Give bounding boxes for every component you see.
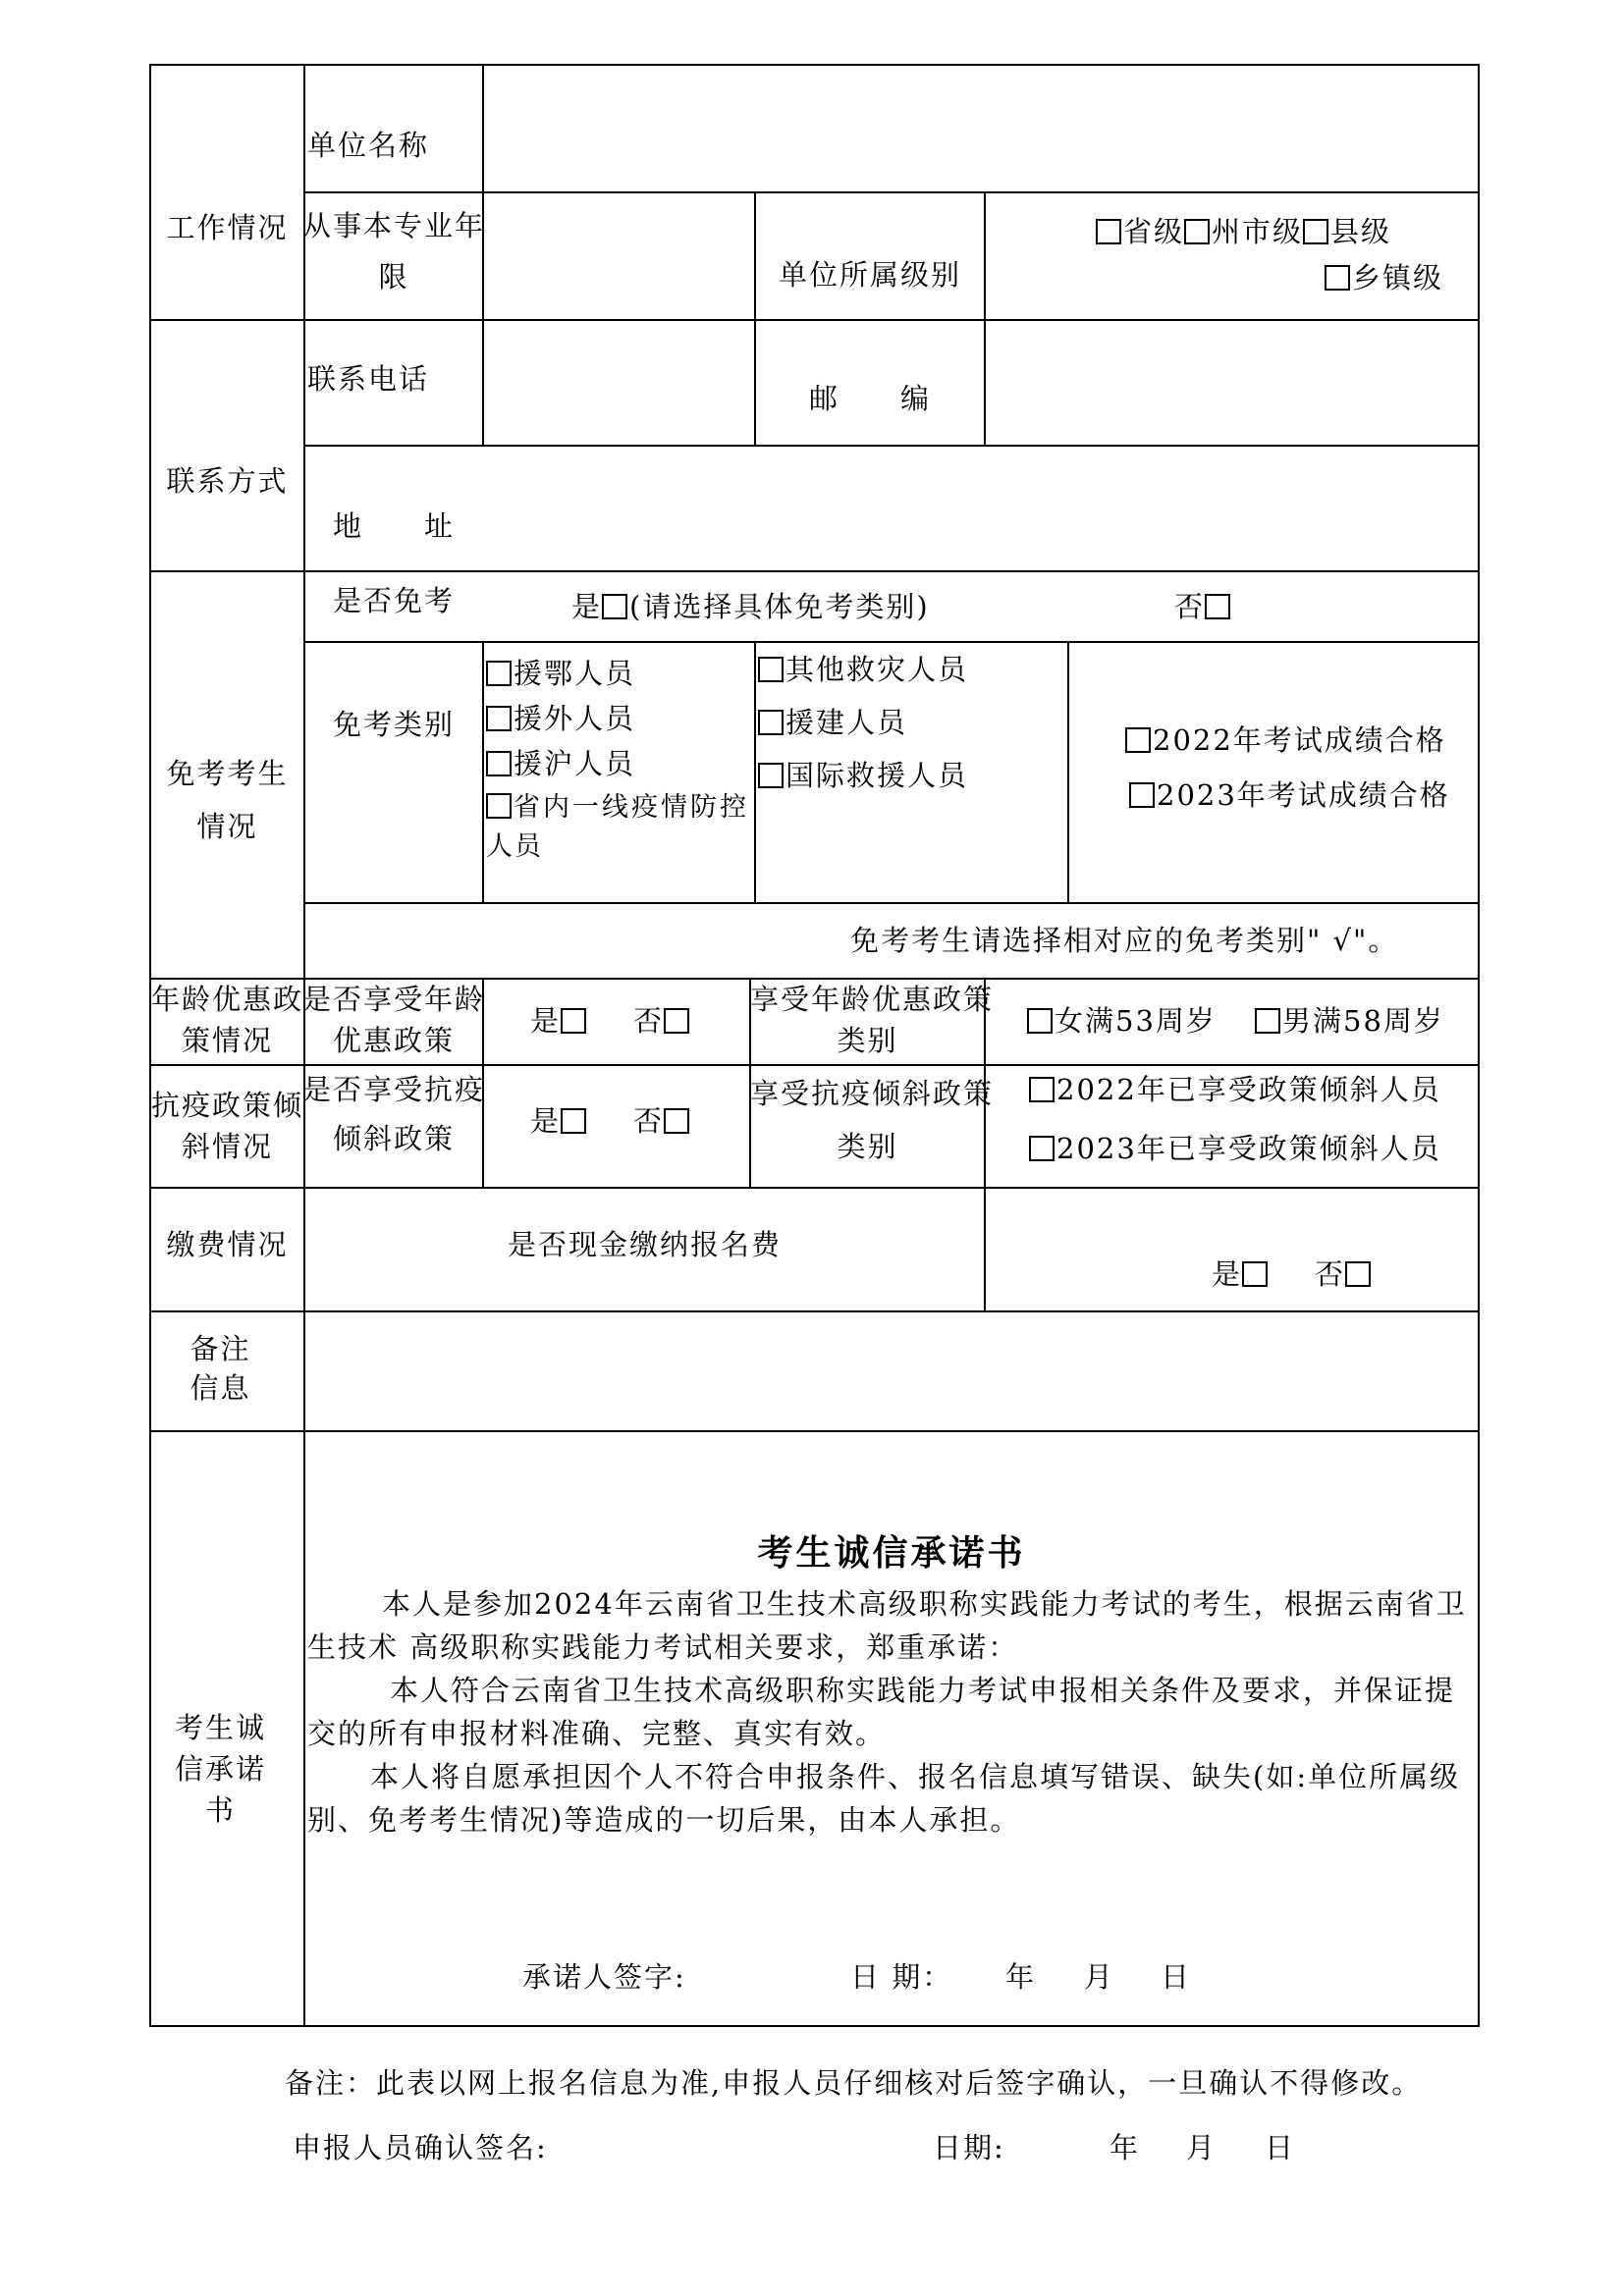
- pledge-year: 年: [1005, 1960, 1037, 1994]
- exempt-cat-hubei: [486, 656, 635, 691]
- exempt-cat-foreign-label: 援外人员: [514, 702, 636, 735]
- footer-month: 月: [1186, 2131, 1218, 2164]
- checkbox-disaster[interactable]: [758, 657, 784, 682]
- exempt-cat-foreign: [486, 701, 635, 736]
- checkbox-exam-2022[interactable]: [1125, 727, 1151, 753]
- age-type-line2: 类别: [837, 1024, 898, 1057]
- section-remark-label-line2: 信息: [189, 1371, 251, 1405]
- checkbox-exam-2023[interactable]: [1129, 782, 1155, 808]
- checkbox-exempt-yes[interactable]: [602, 594, 627, 619]
- exempt-cat-shanghai: [486, 746, 635, 781]
- epidemic-type-line2: 类别: [837, 1130, 898, 1163]
- pledge-title: 考生诚信承诺书: [757, 1533, 1026, 1574]
- section-age-label-line2: 策情况: [181, 1024, 273, 1057]
- checkbox-shanghai[interactable]: [486, 751, 512, 776]
- age-no-label: 否: [633, 1004, 665, 1038]
- unit-name-label: 单位名称: [307, 129, 430, 162]
- checkbox-female-53[interactable]: [1027, 1008, 1053, 1034]
- epidemic-yes-no-options: [530, 1103, 691, 1139]
- exempt-yes-hint: (请选择具体免考类别): [629, 590, 930, 623]
- exempt-yes-option: [571, 589, 930, 624]
- age-question-line2: 优惠政策: [332, 1024, 455, 1057]
- exempt-category-label: 免考类别: [332, 708, 455, 741]
- option-provincial: 省级: [1123, 215, 1185, 248]
- checkbox-frontline[interactable]: [486, 793, 512, 819]
- exempt-cat-2022: [1125, 722, 1446, 758]
- age-opt-male: [1255, 1003, 1444, 1039]
- address-label: 地 址: [332, 509, 455, 543]
- fee-question: 是否现金缴纳报名费: [507, 1228, 782, 1261]
- epidemic-type-line1: 享受抗疫倾斜政策: [750, 1077, 995, 1110]
- section-age-label-line1: 年龄优惠政: [150, 983, 303, 1016]
- pledge-month: 月: [1084, 1960, 1115, 1994]
- age-opt-female-label: 女满53周岁: [1055, 1004, 1217, 1038]
- section-pledge-label-line3: 书: [204, 1793, 236, 1827]
- pledge-paragraph-3: 本人将自愿承担因个人不符合申报条件、报名信息填写错误、缺失(如:单位所属级别、免考考生情况)等造成的一切后果，由本人承担。: [307, 1760, 1461, 1837]
- option-prefecture: 州市级: [1212, 215, 1304, 248]
- exempt-cat-construction: [758, 705, 907, 740]
- age-opt-male-label: 男满58周岁: [1282, 1004, 1444, 1038]
- fee-no-label: 否: [1315, 1257, 1346, 1291]
- pledge-sign-label: 承诺人签字:: [522, 1960, 686, 1994]
- section-work-label: 工作情况: [166, 211, 289, 244]
- section-fee-label: 缴费情况: [166, 1228, 289, 1261]
- exempt-yes-label: 是: [571, 590, 603, 623]
- pledge-paragraph-1: 本人是参加2024年云南省卫生技术高级职称实践能力考试的考生，根据云南省卫生技术 高级职称实践能力考试相关要求，郑重承诺：: [307, 1587, 1467, 1664]
- pledge-body: [307, 1582, 1472, 1842]
- checkbox-county[interactable]: [1303, 219, 1328, 244]
- exempt-cat-construction-label: 援建人员: [785, 706, 908, 739]
- exempt-cat-disaster-label: 其他救灾人员: [785, 653, 969, 686]
- epidemic-opt-2022: [1029, 1072, 1441, 1107]
- exempt-cat-2022-label: 2022年考试成绩合格: [1153, 723, 1446, 757]
- years-label-line2: 限: [378, 260, 409, 294]
- exempt-cat-disaster: [758, 652, 968, 687]
- exempt-no-option: [1174, 589, 1232, 624]
- checkbox-epidemic-yes[interactable]: [561, 1108, 586, 1134]
- fee-yes-label: 是: [1212, 1257, 1243, 1291]
- checkbox-fee-no[interactable]: [1345, 1261, 1371, 1287]
- exempt-cat-frontline: [486, 791, 749, 825]
- pledge-date-label: 日 期：: [850, 1960, 953, 1994]
- exempt-cat-frontline-label-1: 省内一线疫情防控: [514, 792, 749, 823]
- section-pledge-label-line2: 信承诺: [174, 1752, 266, 1786]
- checkbox-policy-2023[interactable]: [1029, 1136, 1055, 1161]
- pledge-day: 日: [1161, 1960, 1192, 1994]
- exempt-no-label: 否: [1174, 590, 1206, 623]
- exempt-cat-international-label: 国际救援人员: [785, 759, 969, 792]
- checkbox-international[interactable]: [758, 763, 784, 788]
- epidemic-opt-2022-label: 2022年已享受政策倾斜人员: [1056, 1073, 1441, 1106]
- option-county: 县级: [1330, 215, 1392, 248]
- age-yes-label: 是: [530, 1004, 562, 1038]
- pledge-paragraph-2: 本人符合云南省卫生技术高级职称实践能力考试申报相关条件及要求，并保证提交的所有申报材料准确、完整、真实有效。: [307, 1674, 1456, 1750]
- age-question-line1: 是否享受年龄: [301, 983, 485, 1016]
- section-pledge-label-line1: 考生诚: [174, 1711, 266, 1744]
- checkbox-exempt-no[interactable]: [1205, 594, 1230, 619]
- checkbox-hubei[interactable]: [486, 661, 512, 686]
- section-exempt-label-line2: 情况: [196, 810, 258, 843]
- section-contact-label: 联系方式: [166, 464, 289, 498]
- epidemic-opt-2023-label: 2023年已享受政策倾斜人员: [1056, 1132, 1441, 1165]
- is-exempt-label: 是否免考: [332, 584, 455, 617]
- epidemic-question-line1: 是否享受抗疫: [301, 1073, 485, 1106]
- footer-sign-label: 申报人员确认签名:: [293, 2131, 548, 2164]
- epidemic-no-label: 否: [633, 1104, 665, 1138]
- unit-level-label: 单位所属级别: [778, 258, 961, 292]
- section-remark-label-line1: 备注: [189, 1332, 251, 1365]
- exempt-note: 免考考生请选择相对应的免考类别" √"。: [850, 924, 1399, 957]
- section-exempt-label-line1: 免考考生: [166, 757, 289, 790]
- checkbox-township[interactable]: [1325, 265, 1350, 291]
- postcode-label: 邮 编: [808, 382, 931, 415]
- years-label-line1: 从事本专业年: [301, 209, 485, 242]
- fee-yes-no-options: [1212, 1256, 1373, 1292]
- epidemic-question-line2: 倾斜政策: [332, 1122, 455, 1155]
- footer-year: 年: [1110, 2131, 1141, 2164]
- footer-note: 备注：此表以网上报名信息为准,申报人员仔细核对后签字确认，一旦确认不得修改。: [285, 2066, 1423, 2100]
- age-yes-no-options: [530, 1003, 691, 1039]
- checkbox-prefecture[interactable]: [1184, 219, 1210, 244]
- exempt-cat-hubei-label: 援鄂人员: [514, 657, 636, 690]
- epidemic-yes-label: 是: [530, 1104, 562, 1138]
- exempt-cat-frontline-label-2: 人员: [486, 831, 543, 862]
- checkbox-age-no[interactable]: [664, 1008, 689, 1034]
- checkbox-construction[interactable]: [758, 710, 784, 735]
- age-opt-female: [1027, 1003, 1217, 1039]
- option-township: 乡镇级: [1352, 261, 1444, 294]
- section-epidemic-label-line1: 抗疫政策倾: [150, 1089, 303, 1122]
- epidemic-opt-2023: [1029, 1131, 1441, 1166]
- checkbox-epidemic-no[interactable]: [664, 1108, 689, 1134]
- unit-level-options-row2: [1325, 260, 1443, 295]
- exempt-cat-international: [758, 758, 968, 793]
- checkbox-foreign[interactable]: [486, 706, 512, 731]
- exempt-cat-2023-label: 2023年考试成绩合格: [1157, 778, 1450, 812]
- exempt-cat-shanghai-label: 援沪人员: [514, 747, 636, 780]
- age-type-line1: 享受年龄优惠政策: [750, 983, 995, 1016]
- section-epidemic-label-line2: 斜情况: [181, 1130, 273, 1163]
- footer-day: 日: [1265, 2131, 1296, 2164]
- phone-label: 联系电话: [307, 362, 430, 396]
- checkbox-fee-yes[interactable]: [1242, 1261, 1268, 1287]
- checkbox-provincial[interactable]: [1096, 219, 1121, 244]
- checkbox-age-yes[interactable]: [561, 1008, 586, 1034]
- exempt-cat-2023: [1129, 777, 1450, 813]
- unit-level-options-row1: [1096, 214, 1391, 249]
- checkbox-male-58[interactable]: [1255, 1008, 1280, 1034]
- checkbox-policy-2022[interactable]: [1029, 1077, 1055, 1102]
- footer-date-label: 日期:: [933, 2131, 1005, 2164]
